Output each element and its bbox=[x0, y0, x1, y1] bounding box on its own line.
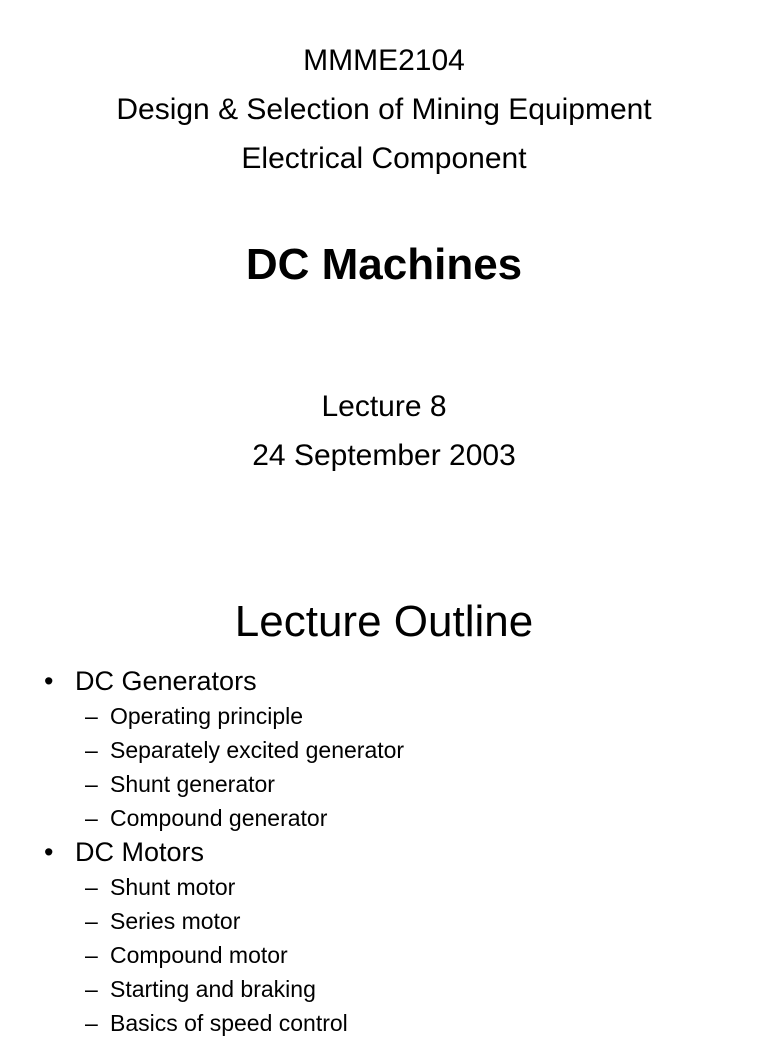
outline-item bbox=[0, 801, 768, 835]
outline-item bbox=[0, 904, 768, 938]
course-code: MMME2104 bbox=[303, 44, 465, 77]
outline-item bbox=[0, 767, 768, 801]
dash-icon: – bbox=[85, 737, 98, 763]
dash-icon: – bbox=[85, 805, 98, 831]
dash-icon: – bbox=[85, 703, 98, 729]
outline-list bbox=[0, 664, 768, 1040]
bullet-icon: • bbox=[44, 666, 54, 696]
section-label: DC Motors bbox=[75, 837, 205, 867]
item-label: Basics of speed control bbox=[110, 1010, 348, 1036]
item-label: Series motor bbox=[110, 908, 241, 934]
slide-title: DC Machines bbox=[245, 240, 523, 289]
item-label: Shunt generator bbox=[110, 771, 275, 797]
item-label: Starting and braking bbox=[110, 976, 316, 1002]
lecture-date: 24 September 2003 bbox=[252, 439, 516, 472]
bullet-icon: • bbox=[44, 837, 54, 867]
dash-icon: – bbox=[85, 874, 98, 900]
item-label: Compound motor bbox=[110, 942, 288, 968]
dash-icon: – bbox=[85, 1010, 98, 1036]
outline-item bbox=[0, 870, 768, 904]
component-label: Electrical Component bbox=[241, 142, 527, 175]
outline-item bbox=[0, 733, 768, 767]
dash-icon: – bbox=[85, 976, 98, 1002]
outline-item bbox=[0, 972, 768, 1006]
outline-section bbox=[0, 664, 768, 699]
item-label: Operating principle bbox=[110, 703, 304, 729]
item-label: Shunt motor bbox=[110, 874, 236, 900]
lecture-number: Lecture 8 bbox=[321, 390, 447, 423]
outline-item bbox=[0, 699, 768, 733]
section-label: DC Generators bbox=[75, 666, 257, 696]
dash-icon: – bbox=[85, 908, 98, 934]
outline-title: Lecture Outline bbox=[234, 597, 534, 646]
course-name: Design & Selection of Mining Equipment bbox=[116, 93, 652, 126]
item-label: Separately excited generator bbox=[110, 737, 405, 763]
dash-icon: – bbox=[85, 771, 98, 797]
outline-item bbox=[0, 1006, 768, 1040]
outline-item bbox=[0, 938, 768, 972]
outline-section bbox=[0, 835, 768, 870]
item-label: Compound generator bbox=[110, 805, 328, 831]
dash-icon: – bbox=[85, 942, 98, 968]
